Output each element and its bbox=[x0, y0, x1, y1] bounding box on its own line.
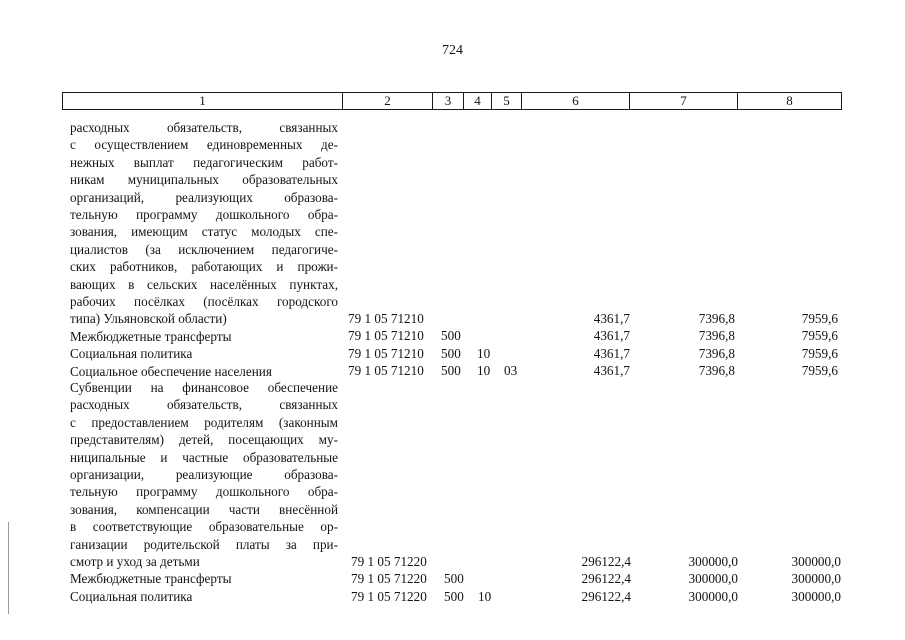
row-label: Межбюджетные трансферты bbox=[70, 328, 232, 344]
code-cell: 79 1 05 71210 bbox=[348, 346, 424, 361]
table-header bbox=[62, 92, 842, 110]
value-col-7: 300000,0 bbox=[688, 554, 738, 569]
description-line: тельную программу дошкольного обра- bbox=[70, 207, 338, 223]
header-col-8: 8 bbox=[786, 93, 793, 108]
description-line: зования, имеющим статус молодых спе- bbox=[70, 224, 338, 240]
value-col-7: 7396,8 bbox=[698, 311, 735, 326]
code-cell: 79 1 05 71220 bbox=[351, 571, 427, 586]
description-line: с предоставлением родителям (законным bbox=[70, 414, 338, 430]
value-col-8: 300000,0 bbox=[791, 571, 841, 586]
value-col-6: 4361,7 bbox=[593, 346, 630, 361]
page-number: 724 bbox=[442, 43, 463, 58]
description-line: представителям) детей, посещающих му- bbox=[70, 432, 338, 448]
header-col-3: 3 bbox=[433, 93, 464, 109]
code-cell: 79 1 05 71210 bbox=[348, 328, 424, 343]
description-line: зования, компенсации части внесённой bbox=[70, 501, 338, 517]
description-line: никам муниципальных образовательных bbox=[70, 172, 338, 188]
col-3-cell: 500 bbox=[441, 346, 461, 361]
description-line: типа) Ульяновской области) bbox=[70, 311, 227, 327]
col-3-cell: 500 bbox=[444, 589, 464, 604]
value-col-6: 4361,7 bbox=[593, 328, 630, 343]
header-col-5: 5 bbox=[492, 93, 522, 109]
code-cell: 79 1 05 71210 bbox=[348, 311, 424, 326]
row-description-block-a bbox=[70, 119, 338, 380]
value-col-6: 296122,4 bbox=[581, 554, 631, 569]
description-line: организации, реализующие образова- bbox=[70, 467, 338, 483]
value-col-6: 4361,7 bbox=[593, 363, 630, 378]
value-col-8: 7959,6 bbox=[801, 363, 838, 378]
col-3-cell: 500 bbox=[444, 571, 464, 586]
value-col-8: 300000,0 bbox=[791, 589, 841, 604]
value-col-6: 296122,4 bbox=[581, 571, 631, 586]
description-line: с осуществлением единовременных де- bbox=[70, 137, 338, 153]
row-label: Социальная политика bbox=[70, 346, 193, 362]
col-4-cell: 10 bbox=[478, 589, 492, 604]
value-col-6: 296122,4 bbox=[581, 589, 631, 604]
header-col-4: 4 bbox=[464, 93, 492, 109]
description-line: в соответствующие образовательные ор- bbox=[70, 519, 338, 535]
description-line: расходных обязательств, связанных bbox=[70, 397, 338, 413]
value-col-7: 7396,8 bbox=[698, 363, 735, 378]
col-3-cell: 500 bbox=[441, 363, 461, 378]
value-col-6: 4361,7 bbox=[593, 311, 630, 326]
description-line: тельную программу дошкольного обра- bbox=[70, 484, 338, 500]
header-col-7: 7 bbox=[630, 93, 738, 109]
value-col-7: 7396,8 bbox=[698, 328, 735, 343]
value-col-8: 7959,6 bbox=[801, 346, 838, 361]
value-col-8: 7959,6 bbox=[801, 328, 838, 343]
code-cell: 79 1 05 71210 bbox=[348, 363, 424, 378]
row-label: Социальная политика bbox=[70, 588, 193, 604]
value-col-8: 300000,0 bbox=[791, 554, 841, 569]
description-line: ских работников, работающих и прожи- bbox=[70, 259, 338, 275]
col-5-cell: 03 bbox=[504, 363, 518, 378]
code-cell: 79 1 05 71220 bbox=[351, 589, 427, 604]
col-4-cell: 10 bbox=[477, 363, 491, 378]
description-line: циалистов (за исключением педагогиче- bbox=[70, 241, 338, 257]
col-3-cell: 500 bbox=[441, 328, 461, 343]
description-line: расходных обязательств, связанных bbox=[70, 120, 338, 135]
header-col-6: 6 bbox=[522, 93, 630, 109]
row-description-block-b bbox=[70, 379, 338, 605]
row-label: Социальное обеспечение населения bbox=[70, 363, 272, 379]
value-col-7: 300000,0 bbox=[688, 589, 738, 604]
value-col-8: 7959,6 bbox=[801, 311, 838, 326]
description-line: ниципальные и частные образовательные bbox=[70, 449, 338, 465]
code-cell: 79 1 05 71220 bbox=[351, 554, 427, 569]
description-line: организаций, реализующих образова- bbox=[70, 189, 338, 205]
description-line: вающих в сельских населённых пунктах, bbox=[70, 276, 338, 292]
header-col-1: 1 bbox=[63, 93, 343, 109]
description-line: Субвенции на финансовое обеспечение bbox=[70, 380, 338, 395]
description-line: нежных выплат педагогическим работ- bbox=[70, 154, 338, 170]
description-line: рабочих посёлках (посёлках городского bbox=[70, 294, 338, 310]
col-4-cell: 10 bbox=[477, 346, 491, 361]
row-label: Межбюджетные трансферты bbox=[70, 571, 232, 587]
margin-scan-mark bbox=[8, 522, 9, 614]
header-col-2: 2 bbox=[343, 93, 433, 109]
description-line: ганизации родительской платы за при- bbox=[70, 536, 338, 552]
description-line: смотр и уход за детьми bbox=[70, 554, 200, 570]
value-col-7: 300000,0 bbox=[688, 571, 738, 586]
value-col-7: 7396,8 bbox=[698, 346, 735, 361]
